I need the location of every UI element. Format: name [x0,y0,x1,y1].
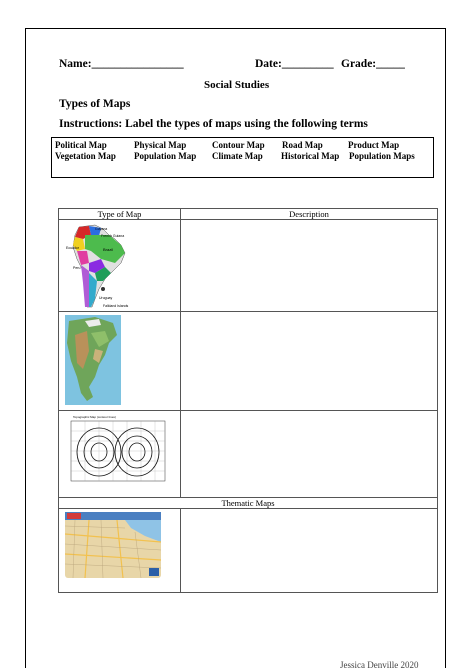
subject-title: Social Studies [204,79,270,91]
term-climate-map: Climate Map [212,151,263,161]
grade-label: Grade: [341,58,377,70]
svg-text:French Guiana: French Guiana [101,234,125,238]
name-label: Name: [59,58,92,70]
term-product-map: Product Map [348,140,400,150]
svg-text:Topographic Map (contour lines: Topographic Map (contour lines) [73,415,116,419]
date-line [255,58,334,70]
footer-credit: Jessica Denville 2020 [340,660,419,670]
thematic-maps-heading: Thematic Maps [59,498,438,509]
table-header-row [59,209,438,220]
name-line [59,58,184,70]
term-physical-map: Physical Map [134,140,187,150]
instructions-text: Instructions: Label the types of maps using the following terms [59,118,368,130]
table-row [59,509,438,593]
date-label: Date: [255,58,282,70]
table-row [59,411,438,498]
term-historical-map: Historical Map [281,151,340,161]
svg-text:Guyana: Guyana [95,227,108,231]
grade-blank[interactable]: _____ [376,58,405,70]
col-description-header: Description [181,209,438,220]
table-row [59,220,438,312]
road-map-image [65,512,161,578]
map-image-cell [59,312,181,411]
term-population-map: Population Map [134,151,197,161]
svg-text:Peru: Peru [73,266,81,270]
name-blank[interactable]: ________________ [91,58,184,70]
map-types-table [58,208,438,593]
word-bank-box [51,137,434,178]
term-contour-map: Contour Map [212,140,265,150]
description-cell[interactable] [181,312,438,411]
description-cell[interactable] [181,509,438,593]
section-title: Types of Maps [59,98,131,110]
map-image-cell [59,220,181,312]
svg-text:Brazil: Brazil [103,247,114,252]
grade-line [341,58,405,70]
term-political-map: Political Map [55,140,107,150]
physical-map-image [65,315,121,405]
col-type-header: Type of Map [59,209,181,220]
term-vegetation-map: Vegetation Map [55,151,116,161]
description-cell[interactable] [181,411,438,498]
thematic-header-row [59,498,438,509]
map-image-cell [59,509,181,593]
svg-text:Uruguay: Uruguay [99,296,113,300]
term-road-map: Road Map [282,140,323,150]
contour-map-image [65,414,169,492]
map-image-cell [59,411,181,498]
svg-text:Falkland Islands: Falkland Islands [103,304,129,308]
date-blank[interactable]: _________ [281,58,334,70]
political-map-image [65,223,165,309]
svg-text:Ecuador: Ecuador [66,246,80,250]
table-row [59,312,438,411]
description-cell[interactable] [181,220,438,312]
term-population-maps: Population Maps [349,151,415,161]
